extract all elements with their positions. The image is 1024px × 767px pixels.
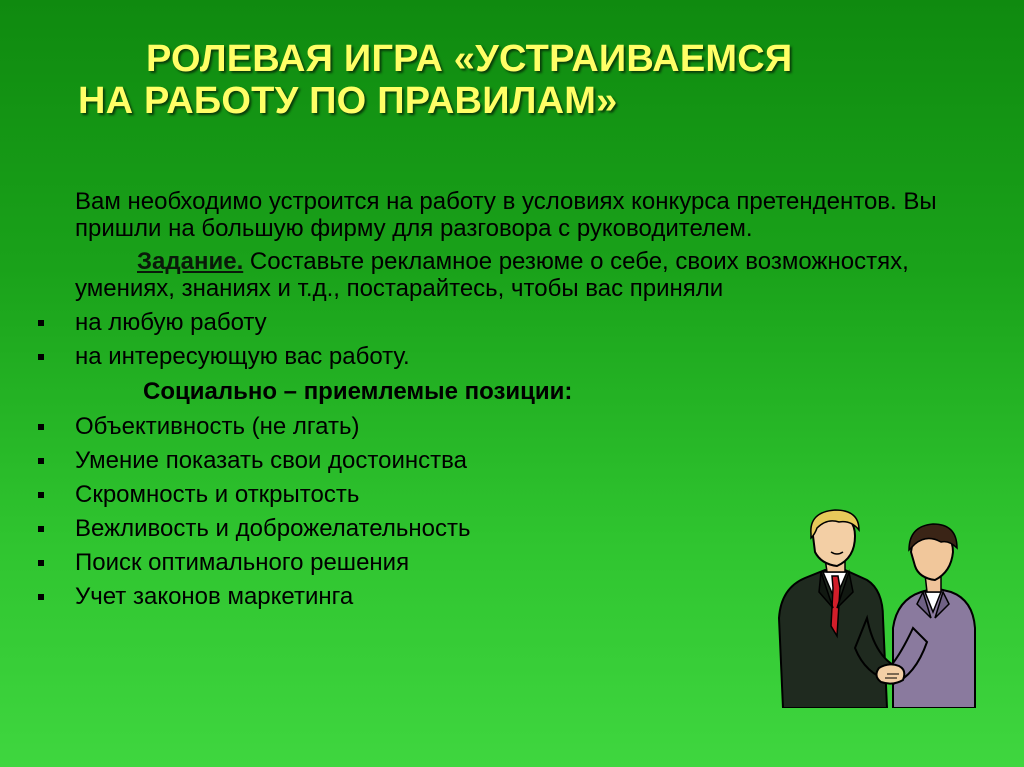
list-item <box>75 444 955 478</box>
list-item <box>75 478 955 512</box>
bullet-icon <box>38 492 44 498</box>
task-label: Задание. <box>137 248 244 275</box>
list-item-label: Умение показать свои достоинства <box>75 447 467 474</box>
bullet-icon <box>38 594 44 600</box>
list-item <box>75 340 955 374</box>
bullet-icon <box>38 424 44 430</box>
bullet-icon <box>38 560 44 566</box>
handshake-illustration <box>775 508 980 708</box>
list-item <box>75 410 955 444</box>
list-item <box>75 306 955 340</box>
positions-heading: Социально – приемлемые позиции: <box>143 378 573 405</box>
list-item-label: на интересующую вас работу. <box>75 343 410 370</box>
list-item-label: Поиск оптимального решения <box>75 549 410 576</box>
list-item-label: Учет законов маркетинга <box>75 583 354 610</box>
slide-title <box>78 38 978 122</box>
list-item-label: Скромность и открытость <box>75 481 360 508</box>
bullet-icon <box>38 458 44 464</box>
slide-title-line-1: РОЛЕВАЯ ИГРА «УСТРАИВАЕМСЯ <box>146 38 793 80</box>
list-item-label: Объективность (не лгать) <box>75 413 360 440</box>
intro-paragraph: Вам необходимо устроится на работу в условиях конкурса претендентов. Вы пришли на большую фирму для разговора с руководителем. <box>75 188 937 242</box>
bullet-icon <box>38 320 44 326</box>
list-item-label: на любую работу <box>75 309 267 336</box>
task-options-list <box>75 306 955 374</box>
handshake-hands <box>876 664 904 683</box>
bullet-icon <box>38 526 44 532</box>
bullet-icon <box>38 354 44 360</box>
slide-title-line-2: НА РАБОТУ ПО ПРАВИЛАМ» <box>78 80 618 122</box>
task-paragraph <box>75 248 955 302</box>
task-text: Составьте рекламное резюме о себе, своих возможностях, умениях, знаниях и т.д., постарайтесь, чтобы вас приняли <box>75 248 909 302</box>
list-item-label: Вежливость и доброжелательность <box>75 515 471 542</box>
